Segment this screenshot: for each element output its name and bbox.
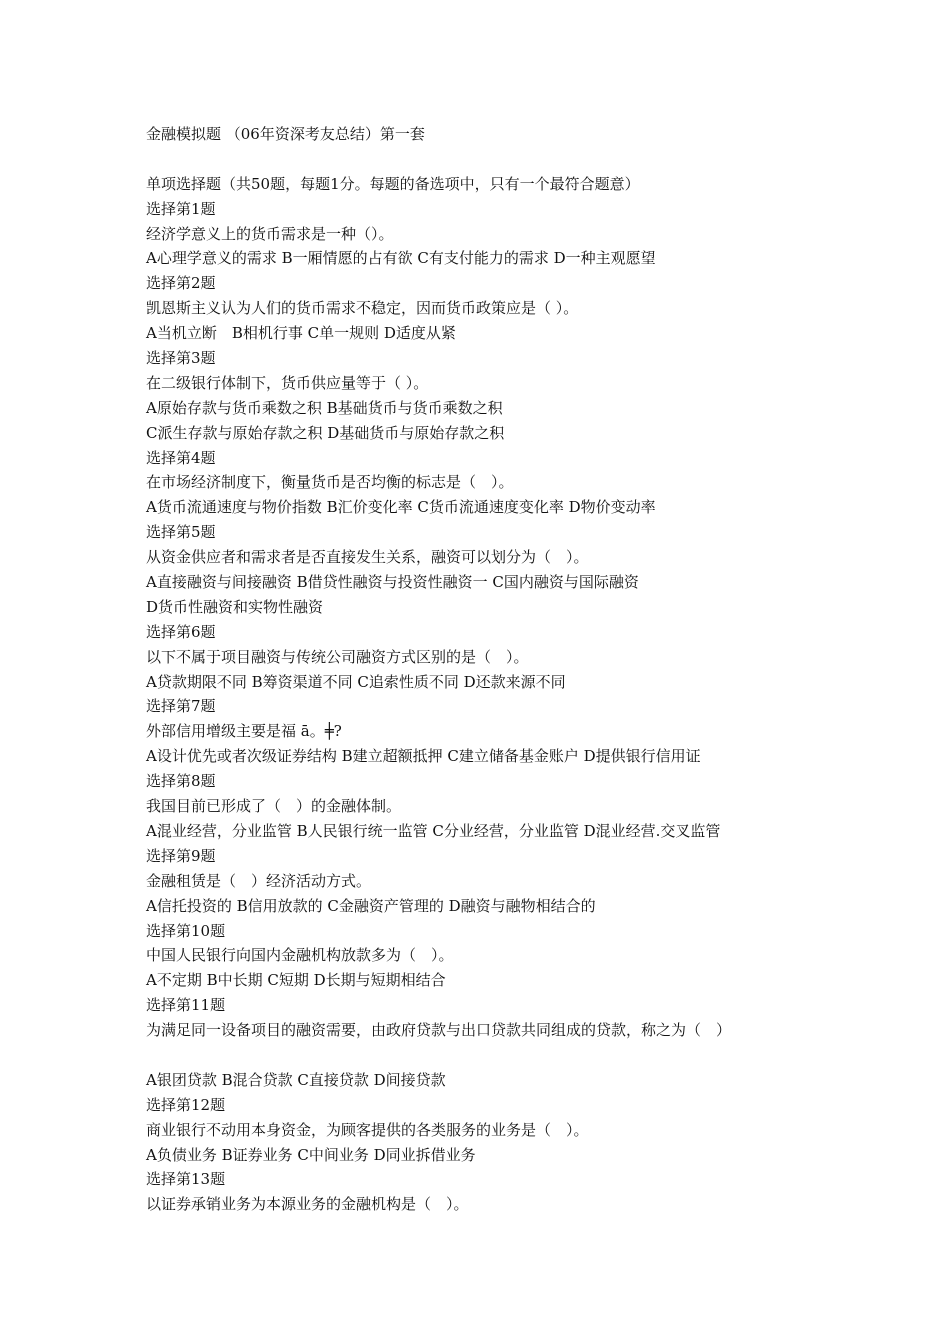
text-line: D货币性融资和实物性融资	[146, 597, 324, 616]
blank-line	[146, 1043, 926, 1068]
text-line: 经济学意义上的货币需求是一种（）。	[146, 224, 394, 243]
text-line: A混业经营，分业监管 B人民银行统一监管 C分业经营，分业监管 D混业经营.交叉监管	[146, 821, 721, 840]
text-line: 选择第13题	[146, 1170, 226, 1189]
document-page	[146, 122, 926, 1217]
text-line: A银团贷款 B混合贷款 C直接贷款 D间接贷款	[146, 1070, 446, 1089]
text-line: 选择第7题	[146, 697, 216, 716]
text-line: A负债业务 B证券业务 C中间业务 D同业拆借业务	[146, 1145, 476, 1164]
text-line: 凯恩斯主义认为人们的货币需求不稳定，因而货币政策应是（ ）。	[146, 299, 579, 318]
text-line: 从资金供应者和需求者是否直接发生关系，融资可以划分为（ ）。	[146, 548, 589, 567]
text-line: 中国人民银行向国内金融机构放款多为（ ）。	[146, 946, 454, 965]
document-title: 金融模拟题 （06年资深考友总结）第一套	[146, 125, 425, 143]
section-heading: 单项选择题（共50题，每题1分。每题的备选项中，只有一个最符合题意）	[146, 174, 640, 193]
text-line: A设计优先或者次级证券结构 B建立超额抵押 C建立储备基金账户 D提供银行信用证	[146, 747, 701, 766]
text-line: 选择第11题	[146, 996, 226, 1015]
text-line: 选择第1题	[146, 199, 216, 218]
text-line: 选择第9题	[146, 846, 216, 865]
text-line: 以证券承销业务为本源业务的金融机构是（ ）。	[146, 1195, 469, 1214]
text-line: 选择第12题	[146, 1095, 226, 1114]
text-line: A不定期 B中长期 C短期 D长期与短期相结合	[146, 971, 446, 990]
text-line: A货币流通速度与物价指数 B汇价变化率 C货币流通速度变化率 D物价变动率	[146, 498, 656, 517]
question-list	[146, 197, 926, 1218]
text-line: A贷款期限不同 B筹资渠道不同 C追索性质不同 D还款来源不同	[146, 672, 566, 691]
text-line: 选择第6题	[146, 622, 216, 641]
text-line: 选择第2题	[146, 274, 216, 293]
text-line: A原始存款与货币乘数之积 B基础货币与货币乘数之积	[146, 398, 503, 417]
text-line: 以下不属于项目融资与传统公司融资方式区别的是（ ）。	[146, 647, 529, 666]
text-line: 金融租赁是（ ）经济活动方式。	[146, 871, 372, 890]
text-line: 选择第8题	[146, 772, 216, 791]
text-line: 外部信用增级主要是福 ā。╪?	[146, 722, 342, 741]
text-line: 选择第10题	[146, 921, 226, 940]
text-line: A信托投资的 B信用放款的 C金融资产管理的 D融资与融物相结合的	[146, 896, 596, 915]
blank-line	[146, 147, 926, 172]
text-line: A当机立断 B相机行事 C单一规则 D适度从紧	[146, 324, 456, 343]
text-line: 选择第3题	[146, 349, 216, 368]
text-line: C派生存款与原始存款之积 D基础货币与原始存款之积	[146, 423, 505, 442]
text-line: 商业银行不动用本身资金，为顾客提供的各类服务的业务是（ ）。	[146, 1120, 589, 1139]
text-line: 选择第4题	[146, 448, 216, 467]
text-line: 选择第5题	[146, 523, 216, 542]
text-line: A心理学意义的需求 B一厢情愿的占有欲 C有支付能力的需求 D一种主观愿望	[146, 249, 656, 268]
text-line: 在市场经济制度下，衡量货币是否均衡的标志是（ ）。	[146, 473, 514, 492]
text-line: A直接融资与间接融资 B借贷性融资与投资性融资一 C国内融资与国际融资	[146, 573, 639, 592]
text-line: 为满足同一设备项目的融资需要，由政府贷款与出口贷款共同组成的贷款，称之为（ ）	[146, 1021, 732, 1040]
text-line: 我国目前已形成了（ ）的金融体制。	[146, 797, 402, 816]
text-line: 在二级银行体制下，货币供应量等于（ ）。	[146, 373, 429, 392]
